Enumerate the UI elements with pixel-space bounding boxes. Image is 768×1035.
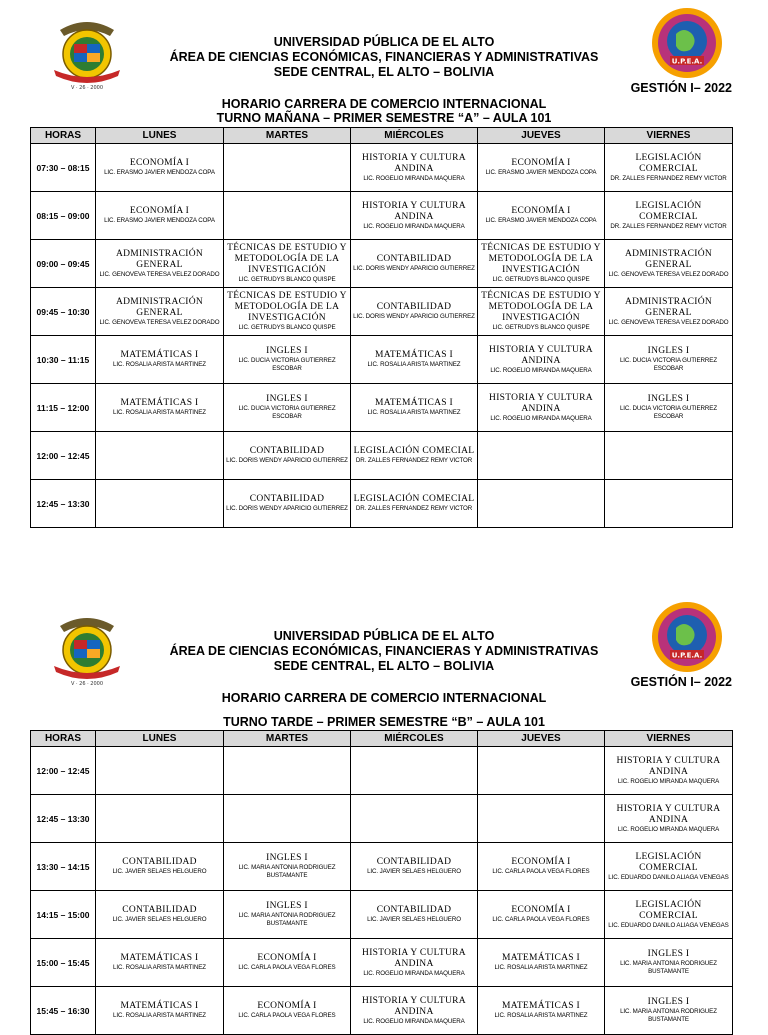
class-cell (478, 240, 605, 288)
subject-name: INGLES I (266, 901, 308, 911)
time-slot: 15:00 – 15:45 (31, 939, 96, 987)
subject-name: ECONOMÍA I (511, 857, 571, 867)
column-header: VIERNES (605, 731, 733, 747)
subject-name: HISTORIA Y CULTURA ANDINA (362, 947, 466, 969)
schedule-table-morning (30, 127, 733, 528)
university-name: UNIVERSIDAD PÚBLICA DE EL ALTO (273, 629, 495, 643)
class-cell (351, 336, 478, 384)
schedule-subtitle: TURNO MAÑANA – PRIMER SEMESTRE “A” – AULA 101 (216, 111, 552, 125)
class-cell (478, 795, 605, 843)
professor-name: LIC. ROSALIA ARISTA MARTINEZ (113, 409, 206, 416)
professor-name: LIC. ROSALIA ARISTA MARTINEZ (367, 361, 461, 368)
professor-name: LIC. DUCIA VICTORIA GUTIERREZ ESCOBAR (238, 405, 336, 420)
time-slot: 09:45 – 10:30 (31, 288, 96, 336)
class-cell (224, 240, 351, 288)
class-cell (605, 480, 733, 528)
subject-name: MATEMÁTICAS I (120, 1001, 199, 1011)
professor-name: DR. ZALLES FERNANDEZ REMY VICTOR (610, 222, 727, 230)
class-cell (96, 144, 224, 192)
subject-name: ADMINISTRACIÓN GENERAL (115, 248, 204, 270)
column-header: JUEVES (478, 128, 605, 144)
class-cell (605, 384, 733, 432)
professor-name: LIC. ROSALIA ARISTA MARTINEZ (113, 1012, 206, 1019)
class-cell (351, 843, 478, 891)
class-cell (351, 987, 478, 1035)
table-row (31, 288, 733, 336)
time-slot: 08:15 – 09:00 (31, 192, 96, 240)
professor-name: LIC. GENOVEVA TERESA VELEZ DORADO (99, 318, 220, 326)
class-cell (478, 939, 605, 987)
professor-name: LIC. ERASMO JAVIER MENDOZA COPA (104, 217, 215, 224)
subject-name: LEGISLACIÓN COMERCIAL (635, 200, 702, 222)
table-row (31, 987, 733, 1035)
class-cell (605, 288, 733, 336)
class-cell (96, 843, 224, 891)
time-slot: 07:30 – 08:15 (31, 144, 96, 192)
subject-name: ECONOMÍA I (511, 905, 571, 915)
professor-name: LIC. GENOVEVA TERESA VELEZ DORADO (99, 270, 220, 278)
class-cell (224, 891, 351, 939)
class-cell (96, 432, 224, 480)
subject-name: INGLES I (266, 853, 308, 863)
professor-name: LIC. ROSALIA ARISTA MARTINEZ (494, 1012, 588, 1019)
subject-name: LEGISLACIÓN COMERCIAL (635, 152, 702, 174)
subject-name: MATEMÁTICAS I (120, 398, 199, 408)
professor-name: LIC. ROGELIO MIRANDA MAQUERA (617, 777, 720, 785)
table-row (31, 891, 733, 939)
class-cell (224, 480, 351, 528)
column-header: MIÉRCOLES (351, 731, 478, 747)
professor-name: LIC. JAVIER SELAES HELGUERO (367, 916, 461, 923)
table-row (31, 939, 733, 987)
column-header: HORAS (31, 128, 96, 144)
subject-name: MATEMÁTICAS I (501, 1001, 581, 1011)
subject-name: ADMINISTRACIÓN GENERAL (624, 296, 713, 318)
professor-name: LIC. GENOVEVA TERESA VELEZ DORADO (608, 318, 729, 326)
professor-name: LIC. DUCIA VICTORIA GUTIERREZ ESCOBAR (619, 357, 718, 372)
class-cell (96, 891, 224, 939)
university-name: UNIVERSIDAD PÚBLICA DE EL ALTO (273, 35, 495, 49)
class-cell (478, 843, 605, 891)
subject-name: TÉCNICAS DE ESTUDIO Y METODOLOGÍA DE LA INVESTIGACIÓN (481, 291, 601, 323)
subject-name: ADMINISTRACIÓN GENERAL (115, 296, 204, 318)
class-cell (351, 192, 478, 240)
subject-name: CONTABILIDAD (249, 494, 325, 504)
time-slot: 14:15 – 15:00 (31, 891, 96, 939)
professor-name: LIC. GETRUDYS BLANCO QUISPE (492, 276, 590, 283)
upea-label: U.P.E.A. (671, 57, 703, 66)
subject-name: ECONOMÍA I (511, 206, 571, 216)
table-row (31, 432, 733, 480)
time-slot: 12:45 – 13:30 (31, 480, 96, 528)
subject-name: MATEMÁTICAS I (374, 398, 454, 408)
subject-name: HISTORIA Y CULTURA ANDINA (362, 152, 466, 174)
professor-name: LIC. ROSALIA ARISTA MARTINEZ (367, 409, 461, 416)
professor-name: LIC. MARIA ANTONIA RODRIGUEZ BUSTAMANTE (238, 912, 336, 927)
class-cell (478, 432, 605, 480)
class-cell (478, 192, 605, 240)
gestion-label: GESTIÓN I– 2022 (630, 81, 732, 95)
class-cell (478, 747, 605, 795)
class-cell (96, 747, 224, 795)
time-slot: 12:00 – 12:45 (31, 747, 96, 795)
professor-name: LIC. ROSALIA ARISTA MARTINEZ (494, 964, 588, 971)
subject-name: HISTORIA Y CULTURA ANDINA (489, 392, 593, 414)
schedule-title: HORARIO CARRERA DE COMERCIO INTERNACIONAL (221, 97, 547, 111)
table-row (31, 336, 733, 384)
class-cell (224, 336, 351, 384)
professor-name: DR. ZALLES FERNANDEZ REMY VICTOR (355, 457, 473, 464)
class-cell (96, 480, 224, 528)
table-row (31, 240, 733, 288)
subject-name: HISTORIA Y CULTURA ANDINA (616, 803, 721, 825)
class-cell (224, 432, 351, 480)
professor-name: LIC. JAVIER SELAES HELGUERO (112, 868, 207, 875)
class-cell (96, 288, 224, 336)
professor-name: LIC. ROGELIO MIRANDA MAQUERA (490, 366, 592, 374)
professor-name: LIC. DORIS WENDY APARICIO GUTIERREZ (226, 457, 348, 464)
class-cell (605, 336, 733, 384)
class-cell (224, 192, 351, 240)
subject-name: ECONOMÍA I (129, 158, 190, 168)
class-cell (478, 480, 605, 528)
professor-name: LIC. DORIS WENDY APARICIO GUTIERREZ (353, 265, 475, 272)
professor-name: LIC. DUCIA VICTORIA GUTIERREZ ESCOBAR (238, 357, 336, 372)
subject-name: CONTABILIDAD (376, 857, 452, 867)
subject-name: INGLES I (647, 394, 690, 404)
campus-location: SEDE CENTRAL, EL ALTO – BOLIVIA (273, 659, 495, 673)
professor-name: LIC. ROSALIA ARISTA MARTINEZ (113, 964, 206, 971)
professor-name: DR. ZALLES FERNANDEZ REMY VICTOR (610, 174, 727, 182)
professor-name: LIC. ROGELIO MIRANDA MAQUERA (363, 222, 465, 230)
professor-name: LIC. ROGELIO MIRANDA MAQUERA (363, 1017, 465, 1025)
subject-name: INGLES I (266, 394, 308, 404)
subject-name: CONTABILIDAD (122, 857, 197, 867)
class-cell (605, 987, 733, 1035)
table-row (31, 747, 733, 795)
class-cell (605, 843, 733, 891)
subject-name: LEGISLACIÓN COMERCIAL (635, 851, 702, 873)
schedule-title: HORARIO CARRERA DE COMERCIO INTERNACIONAL (221, 691, 547, 705)
class-cell (351, 939, 478, 987)
professor-name: LIC. ROGELIO MIRANDA MAQUERA (617, 825, 720, 833)
time-slot: 11:15 – 12:00 (31, 384, 96, 432)
class-cell (605, 240, 733, 288)
class-cell (224, 288, 351, 336)
column-header: HORAS (31, 731, 96, 747)
professor-name: LIC. ERASMO JAVIER MENDOZA COPA (485, 217, 597, 224)
professor-name: DR. ZALLES FERNANDEZ REMY VICTOR (355, 505, 473, 512)
time-slot: 13:30 – 14:15 (31, 843, 96, 891)
subject-name: CONTABILIDAD (376, 254, 452, 264)
schedule-table-afternoon (30, 730, 733, 1035)
subject-name: HISTORIA Y CULTURA ANDINA (362, 995, 466, 1017)
class-cell (605, 144, 733, 192)
class-cell (478, 336, 605, 384)
professor-name: LIC. ERASMO JAVIER MENDOZA COPA (104, 169, 215, 176)
subject-name: CONTABILIDAD (122, 905, 197, 915)
subject-name: CONTABILIDAD (376, 905, 452, 915)
professor-name: LIC. ROGELIO MIRANDA MAQUERA (363, 174, 465, 182)
professor-name: LIC. GETRUDYS BLANCO QUISPE (238, 276, 336, 283)
class-cell (605, 432, 733, 480)
class-cell (351, 144, 478, 192)
class-cell (224, 939, 351, 987)
table-row (31, 795, 733, 843)
class-cell (224, 384, 351, 432)
professor-name: LIC. EDUARDO DANILO ALIAGA VENEGAS (608, 873, 729, 881)
professor-name: LIC. ROGELIO MIRANDA MAQUERA (490, 414, 592, 422)
class-cell (96, 192, 224, 240)
professor-name: LIC. DUCIA VICTORIA GUTIERREZ ESCOBAR (619, 405, 718, 420)
subject-name: ECONOMÍA I (257, 953, 317, 963)
class-cell (351, 747, 478, 795)
professor-name: LIC. CARLA PAOLA VEGA FLORES (492, 916, 590, 923)
table-row (31, 384, 733, 432)
professor-name: LIC. CARLA PAOLA VEGA FLORES (238, 1012, 336, 1019)
class-cell (351, 432, 478, 480)
column-header: MARTES (224, 731, 351, 747)
subject-name: INGLES I (647, 949, 690, 959)
class-cell (605, 891, 733, 939)
class-cell (351, 384, 478, 432)
class-cell (96, 336, 224, 384)
subject-name: MATEMÁTICAS I (120, 350, 199, 360)
professor-name: LIC. DORIS WENDY APARICIO GUTIERREZ (353, 313, 475, 320)
time-slot: 10:30 – 11:15 (31, 336, 96, 384)
professor-name: LIC. CARLA PAOLA VEGA FLORES (238, 964, 336, 971)
column-header: MIÉRCOLES (351, 128, 478, 144)
schedule-subtitle: TURNO TARDE – PRIMER SEMESTRE “B” – AULA 101 (223, 715, 545, 729)
subject-name: LEGISLACIÓN COMERCIAL (635, 899, 702, 921)
column-header: VIERNES (605, 128, 733, 144)
subject-name: ADMINISTRACIÓN GENERAL (624, 248, 713, 270)
subject-name: ECONOMÍA I (511, 158, 571, 168)
table-row (31, 192, 733, 240)
class-cell (96, 240, 224, 288)
time-slot: 15:45 – 16:30 (31, 987, 96, 1035)
professor-name: LIC. MARIA ANTONIA RODRIGUEZ BUSTAMANTE (620, 1008, 717, 1023)
time-slot: 12:45 – 13:30 (31, 795, 96, 843)
class-cell (224, 144, 351, 192)
professor-name: LIC. ROSALIA ARISTA MARTINEZ (113, 361, 206, 368)
professor-name: LIC. GETRUDYS BLANCO QUISPE (238, 324, 336, 331)
professor-name: LIC. DORIS WENDY APARICIO GUTIERREZ (226, 505, 348, 512)
table-header-row (31, 731, 733, 747)
class-cell (96, 384, 224, 432)
subject-name: ECONOMÍA I (257, 1001, 317, 1011)
class-cell (96, 987, 224, 1035)
time-slot: 12:00 – 12:45 (31, 432, 96, 480)
subject-name: INGLES I (647, 997, 690, 1007)
class-cell (224, 843, 351, 891)
professor-name: LIC. JAVIER SELAES HELGUERO (367, 868, 461, 875)
class-cell (478, 384, 605, 432)
subject-name: TÉCNICAS DE ESTUDIO Y METODOLOGÍA DE LA INVESTIGACIÓN (481, 243, 601, 275)
faculty-name: ÁREA DE CIENCIAS ECONÓMICAS, FINANCIERAS Y ADMINISTRATIVAS (169, 50, 599, 64)
professor-name: LIC. GETRUDYS BLANCO QUISPE (492, 324, 590, 331)
column-header: LUNES (96, 731, 224, 747)
professor-name: LIC. ROGELIO MIRANDA MAQUERA (363, 969, 465, 977)
campus-location: SEDE CENTRAL, EL ALTO – BOLIVIA (273, 65, 495, 79)
subject-name: MATEMÁTICAS I (501, 953, 581, 963)
class-cell (478, 891, 605, 939)
column-header: MARTES (224, 128, 351, 144)
crest-motto: V · 26 · 2000 (70, 681, 104, 687)
class-cell (605, 192, 733, 240)
subject-name: HISTORIA Y CULTURA ANDINA (489, 344, 593, 366)
column-header: LUNES (96, 128, 224, 144)
subject-name: TÉCNICAS DE ESTUDIO Y METODOLOGÍA DE LA INVESTIGACIÓN (227, 291, 347, 323)
professor-name: LIC. MARIA ANTONIA RODRIGUEZ BUSTAMANTE (620, 960, 717, 975)
subject-name: MATEMÁTICAS I (120, 953, 199, 963)
table-row (31, 843, 733, 891)
class-cell (224, 987, 351, 1035)
class-cell (478, 987, 605, 1035)
subject-name: CONTABILIDAD (249, 446, 325, 456)
subject-name: TÉCNICAS DE ESTUDIO Y METODOLOGÍA DE LA INVESTIGACIÓN (227, 243, 347, 275)
faculty-name: ÁREA DE CIENCIAS ECONÓMICAS, FINANCIERAS Y ADMINISTRATIVAS (169, 644, 599, 658)
class-cell (224, 747, 351, 795)
subject-name: CONTABILIDAD (376, 302, 452, 312)
class-cell (351, 240, 478, 288)
upea-label: U.P.E.A. (671, 651, 703, 660)
class-cell (605, 747, 733, 795)
class-cell (351, 288, 478, 336)
class-cell (351, 891, 478, 939)
professor-name: LIC. EDUARDO DANILO ALIAGA VENEGAS (608, 921, 729, 929)
table-header-row (31, 128, 733, 144)
class-cell (96, 795, 224, 843)
class-cell (478, 144, 605, 192)
table-row (31, 144, 733, 192)
class-cell (478, 288, 605, 336)
class-cell (605, 939, 733, 987)
column-header: JUEVES (478, 731, 605, 747)
class-cell (351, 480, 478, 528)
subject-name: MATEMÁTICAS I (374, 350, 454, 360)
professor-name: LIC. CARLA PAOLA VEGA FLORES (492, 868, 590, 875)
subject-name: ECONOMÍA I (129, 206, 190, 216)
professor-name: LIC. GENOVEVA TERESA VELEZ DORADO (608, 270, 729, 278)
subject-name: HISTORIA Y CULTURA ANDINA (616, 755, 721, 777)
class-cell (351, 795, 478, 843)
subject-name: INGLES I (647, 346, 690, 356)
class-cell (605, 795, 733, 843)
professor-name: LIC. MARIA ANTONIA RODRIGUEZ BUSTAMANTE (238, 864, 336, 879)
time-slot: 09:00 – 09:45 (31, 240, 96, 288)
table-row (31, 480, 733, 528)
professor-name: LIC. ERASMO JAVIER MENDOZA COPA (485, 169, 597, 176)
professor-name: LIC. JAVIER SELAES HELGUERO (112, 916, 207, 923)
subject-name: LEGISLACIÓN COMECIAL (353, 494, 475, 504)
class-cell (224, 795, 351, 843)
class-cell (96, 939, 224, 987)
subject-name: LEGISLACIÓN COMECIAL (353, 446, 475, 456)
subject-name: INGLES I (266, 346, 308, 356)
subject-name: HISTORIA Y CULTURA ANDINA (362, 200, 466, 222)
crest-motto: V · 26 · 2000 (70, 85, 104, 91)
gestion-label: GESTIÓN I– 2022 (630, 675, 732, 689)
